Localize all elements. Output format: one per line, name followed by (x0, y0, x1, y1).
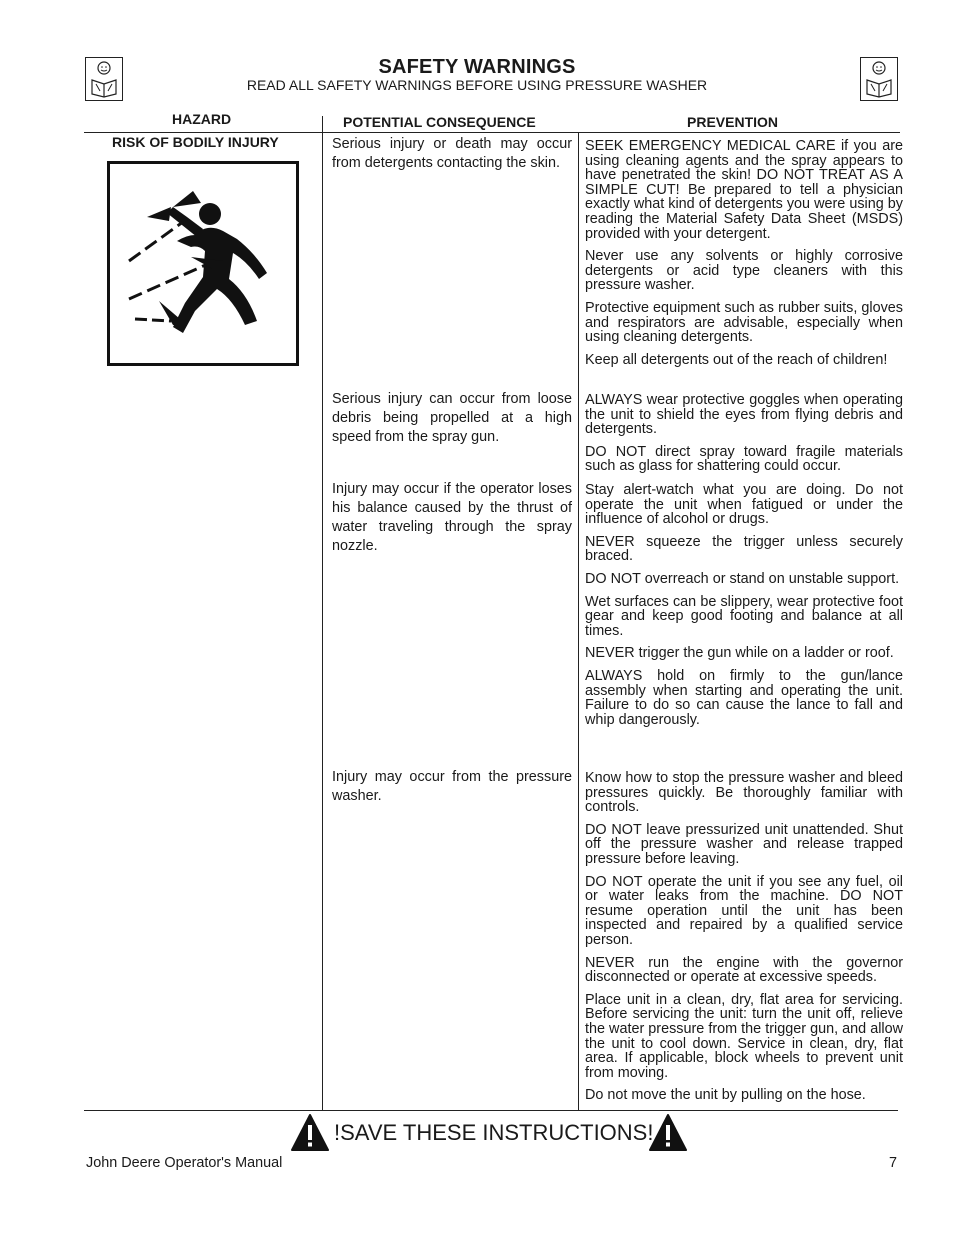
table-rule-hazard (84, 132, 322, 133)
prevention-item: DO NOT operate the unit if you see any fuel, oil or water leaks from the machine. DO NOT resume operation until the unit has been inspected and repaired by a qualified service person. (585, 873, 903, 948)
column-header-prevention: PREVENTION (687, 114, 779, 130)
consequence-4: Injury may occur from the pressure washer. (332, 769, 572, 804)
prevention-group-3 (585, 483, 903, 735)
hazard-label: RISK OF BODILY INJURY (112, 134, 279, 150)
prevention-item: NEVER squeeze the trigger unless securely braced. (585, 533, 903, 565)
prevention-item: Do not move the unit by pulling on the hose. (585, 1087, 866, 1104)
bodily-injury-pictogram (107, 161, 299, 366)
page-title: SAFETY WARNINGS (378, 56, 576, 78)
consequence-1: Serious injury or death may occur from detergents contacting the skin. (332, 136, 572, 171)
warning-triangle-icon-left (290, 1113, 330, 1153)
prevention-item: Never use any solvents or highly corrosive detergents or acid type cleaners with this pressure washer. (585, 248, 903, 294)
prevention-group-2 (585, 393, 903, 482)
prevention-item: Protective equipment such as rubber suits, gloves and respirators are advisable, especially when using cleaning detergents. (585, 299, 903, 346)
page-subtitle: READ ALL SAFETY WARNINGS BEFORE USING PRESSURE WASHER (246, 77, 708, 93)
prevention-item: Wet surfaces can be slippery, wear protective foot gear and keep good footing and balance at all times. (585, 593, 903, 639)
footer-manual-title: John Deere Operator's Manual (86, 1155, 283, 1171)
prevention-item: ALWAYS hold on firmly to the gun/lance assembly when starting and operating the unit. Failure to do so can cause the lance to fall and whip dangerously. (585, 667, 903, 728)
prevention-group-4 (585, 771, 903, 1111)
column-divider-1 (322, 116, 323, 1110)
prevention-item: NEVER run the engine with the governor disconnected or operate at excessive speeds. (585, 954, 903, 986)
prevention-item: SEEK EMERGENCY MEDICAL CARE if you are using cleaning agents and the spray appears to have penetrated the skin! DO NOT TREAT AS A SIMPLE CUT! Be prepared to tell a physician exactly what kind of detergents you were using by reading the Material Safety Data Sheet (MSDS) provided with your detergent. (585, 138, 903, 242)
column-header-hazard: HAZARD (172, 111, 232, 127)
prevention-item: DO NOT overreach or stand on unstable support. (585, 570, 900, 587)
prevention-item: Know how to stop the pressure washer and bleed pressures quickly. Be thoroughly familiar with controls. (585, 770, 903, 816)
consequence-3: Injury may occur if the operator loses his balance caused by the thrust of water traveling through the spray nozzle. (332, 481, 572, 554)
prevention-item: Stay alert-watch what you are doing. Do not operate the unit when fatigued or under the influence of alcohol or drugs. (585, 482, 903, 528)
prevention-item: NEVER trigger the gun while on a ladder or roof. (585, 645, 894, 662)
prevention-item: DO NOT leave pressurized unit unattended. Shut off the pressure washer and release trapped pressure before leaving. (585, 821, 903, 867)
page-number: 7 (889, 1155, 898, 1171)
prevention-item: Place unit in a clean, dry, flat area for servicing. Before servicing the unit: turn the unit off, relieve the water pressure from the trigger gun, and allow the unit to cool down. Service in clean, dry, flat area. If applicable, block wheels to prevent unit from moving. (585, 991, 903, 1081)
save-instructions-banner: !SAVE THESE INSTRUCTIONS! (334, 1120, 654, 1145)
consequence-2: Serious injury can occur from loose debris being propelled at a high speed from the spray gun. (332, 391, 572, 445)
prevention-item: DO NOT direct spray toward fragile materials such as glass for shattering could occur. (585, 443, 903, 475)
column-header-consequence: POTENTIAL CONSEQUENCE (343, 114, 536, 130)
prevention-group-1 (585, 139, 903, 375)
warning-triangle-icon-right (648, 1113, 688, 1153)
prevention-item: ALWAYS wear protective goggles when operating the unit to shield the eyes from flying debris and detergents. (585, 392, 903, 438)
table-rule-main (322, 132, 900, 133)
column-divider-2 (578, 132, 579, 1110)
prevention-item: Keep all detergents out of the reach of children! (585, 351, 888, 368)
